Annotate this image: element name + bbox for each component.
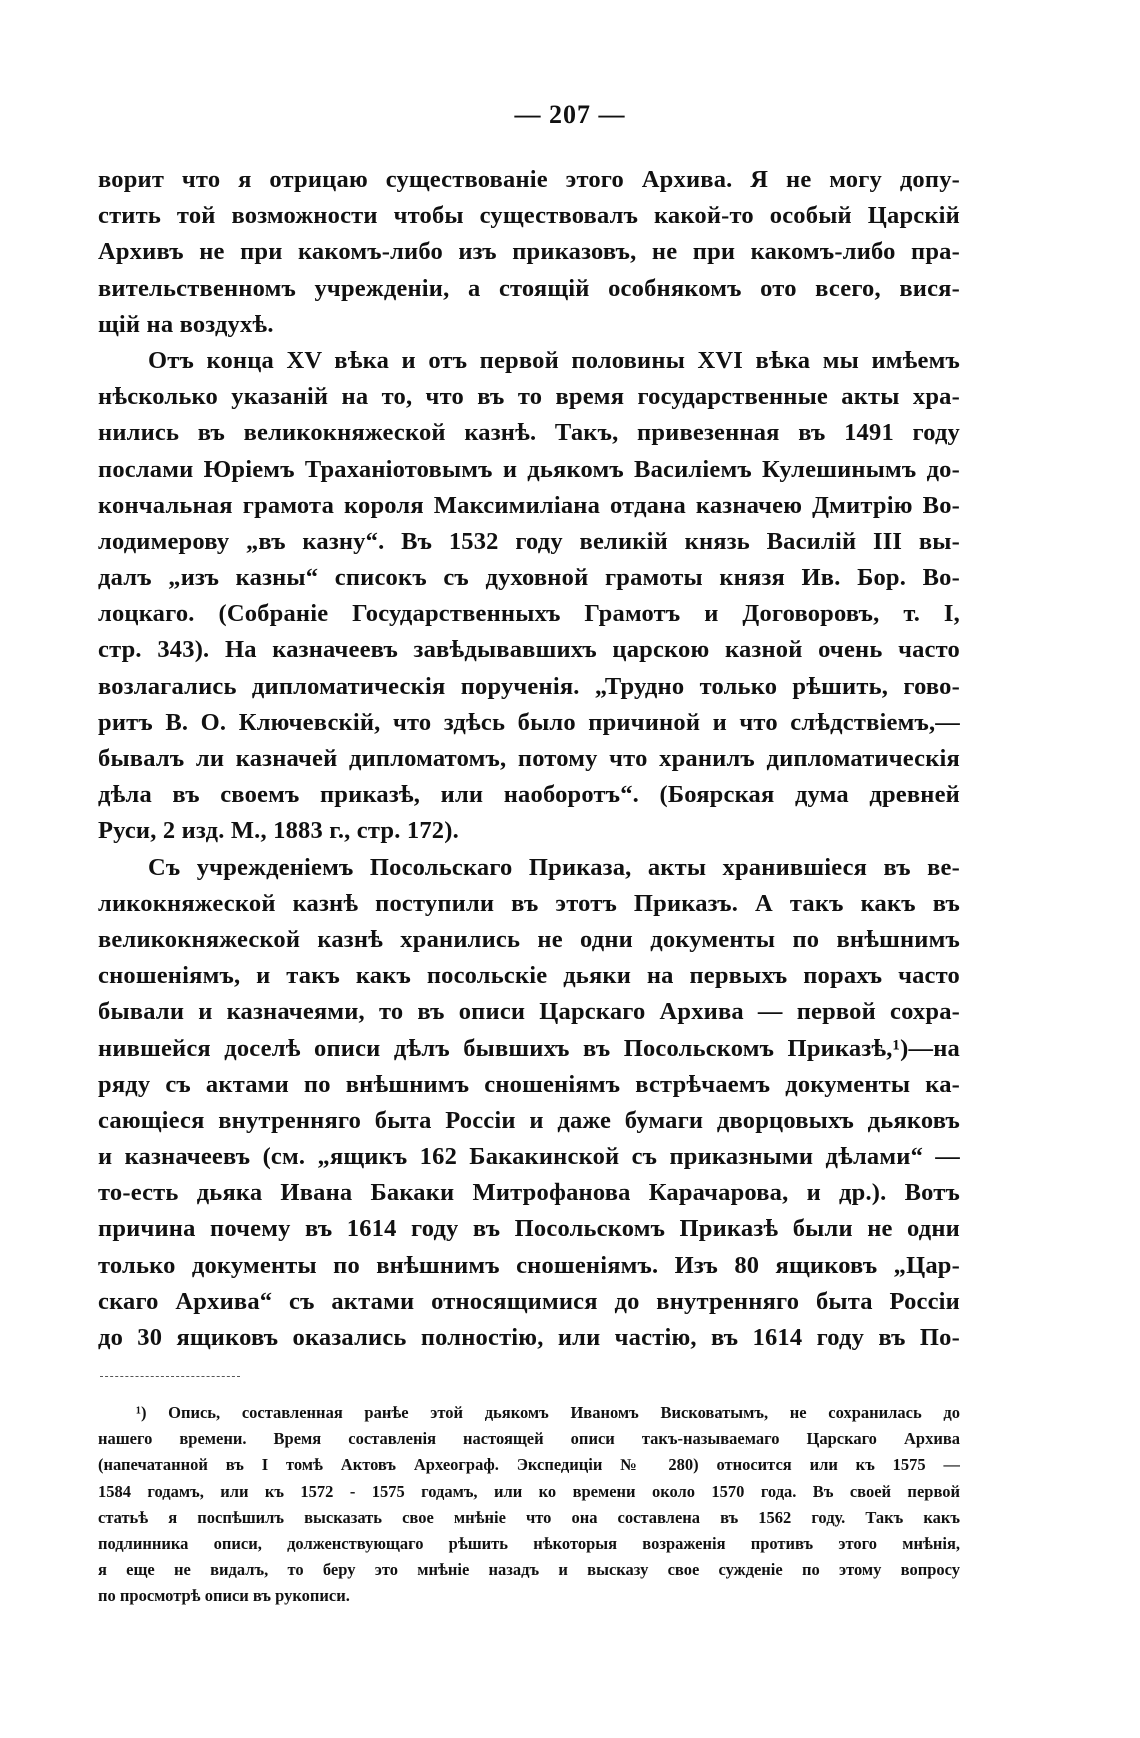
footnote-divider [100, 1376, 240, 1377]
text-line: возлагались дипломатическія порученія. „Трудно только рѣшить, гово- [98, 672, 960, 700]
footnote-line: нашего времени. Время составленія настоящей описи такъ-называемаго Царскаго Архива [98, 1429, 960, 1449]
text-line: нились въ великокняжеской казнѣ. Такъ, привезенная въ 1491 году [98, 419, 960, 447]
text-line: вительственномъ учрежденіи, а стоящій особнякомъ ото всего, вися- [98, 274, 960, 302]
footnote-line: по просмотрѣ описи въ рукописи. [98, 1586, 350, 1606]
text-line: то-есть дьяка Ивана Бакаки Митрофанова Карачарова, и др.). Вотъ [98, 1179, 960, 1207]
text-line: стр. 343). На казначеевъ завѣдывавшихъ царскою казной очень часто [98, 636, 960, 664]
text-line: щій на воздухѣ. [98, 310, 274, 338]
text-line: Съ учрежденіемъ Посольскаго Приказа, акты хранившіеся въ ве- [148, 853, 960, 881]
footnote-line: я еще не видалъ, то беру это мнѣніе назадъ и высказу свое сужденіе по этому вопросу [98, 1560, 960, 1580]
text-line: до 30 ящиковъ оказались полностію, или частію, въ 1614 году въ По- [98, 1324, 960, 1351]
text-line: кончальная грамота короля Максимиліана отдана казначею Дмитрію Во- [98, 491, 960, 519]
footnote-line: статьѣ я поспѣшилъ высказать свое мнѣніе что она составлена въ 1562 году. Такъ какъ [98, 1507, 960, 1527]
text-line: сношеніямъ, и такъ какъ посольскіе дьяки на первыхъ порахъ часто [98, 962, 960, 990]
footnote-line: ¹) Опись, составленная ранѣе этой дьякомъ Иваномъ Висковатымъ, не сохранилась до [136, 1403, 960, 1422]
footnotes [98, 1400, 960, 1610]
text-line: послами Юріемъ Траханіотовымъ и дьякомъ Василіемъ Кулешинымъ до- [98, 455, 960, 483]
text-line: нившейся доселѣ описи дѣлъ бывшихъ въ Посольскомъ Приказѣ,¹)—на [98, 1034, 960, 1062]
text-line: лодимерову „въ казну“. Въ 1532 году великій князь Василій III вы- [98, 527, 960, 555]
text-line: далъ „изъ казны“ списокъ съ духовной грамоты князя Ив. Бор. Во- [98, 564, 960, 592]
text-line: Отъ конца XV вѣка и отъ первой половины XVI вѣка мы имѣемъ [148, 346, 960, 374]
text-line: и казначеевъ (см. „ящикъ 162 Бакакинской съ приказными дѣлами“ — [98, 1143, 960, 1171]
text-line: ворит что я отрицаю существованіе этого Архива. Я не могу допу- [98, 166, 960, 193]
text-line: бывалъ ли казначей дипломатомъ, потому что хранилъ дипломатическія [98, 745, 960, 772]
text-line: дѣла въ своемъ приказѣ, или наоборотъ“. (Боярская дума древней [98, 781, 960, 809]
text-line: ритъ В. О. Ключевскій, что здѣсь было причиной и что слѣдствіемъ,— [98, 708, 960, 736]
footnote-line: 1584 годамъ, или къ 1572 - 1575 годамъ, или ко времени около 1570 года. Въ своей первой [98, 1481, 960, 1501]
text-line: Руси, 2 изд. М., 1883 г., стр. 172). [98, 817, 459, 845]
text-line: великокняжеской казнѣ хранились не одни документы по внѣшнимъ [98, 925, 960, 953]
text-line: Архивъ не при какомъ-либо изъ приказовъ, не при какомъ-либо пра- [98, 238, 960, 266]
text-line: причина почему въ 1614 году въ Посольскомъ Приказѣ были не одни [98, 1215, 960, 1243]
text-line: лоцкаго. (Собраніе Государственныхъ Грамотъ и Договоровъ, т. I, [98, 600, 960, 628]
page-number: — 207 — [514, 100, 626, 129]
text-line: только документы по внѣшнимъ сношеніямъ. Изъ 80 ящиковъ „Цар- [98, 1251, 960, 1279]
footnote-line: (напечатанной въ I томѣ Актовъ Археограф. Экспедиціи № 280) относится или къ 1575 — [98, 1455, 960, 1475]
text-line: сающіеся внутренняго быта Россіи и даже бумаги дворцовыхъ дьяковъ [98, 1106, 960, 1134]
text-line: скаго Архива“ съ актами относящимися до внутренняго быта Россіи [98, 1287, 960, 1315]
text-line: нѣсколько указаній на то, что въ то время государственные акты хра- [98, 383, 960, 411]
main-text [98, 162, 960, 1356]
text-line: ликокняжеской казнѣ поступили въ этотъ Приказъ. А такъ какъ въ [98, 889, 960, 917]
footnote-line: подлинника описи, долженствующаго рѣшить нѣкоторыя возраженія противъ этого мнѣнія, [98, 1533, 960, 1553]
text-line: ряду съ актами по внѣшнимъ сношеніямъ встрѣчаемъ документы ка- [98, 1070, 960, 1098]
text-line: стить той возможности чтобы существовалъ какой-то особый Царскій [98, 202, 960, 230]
text-line: бывали и казначеями, то въ описи Царскаго Архива — первой сохра- [98, 998, 960, 1026]
